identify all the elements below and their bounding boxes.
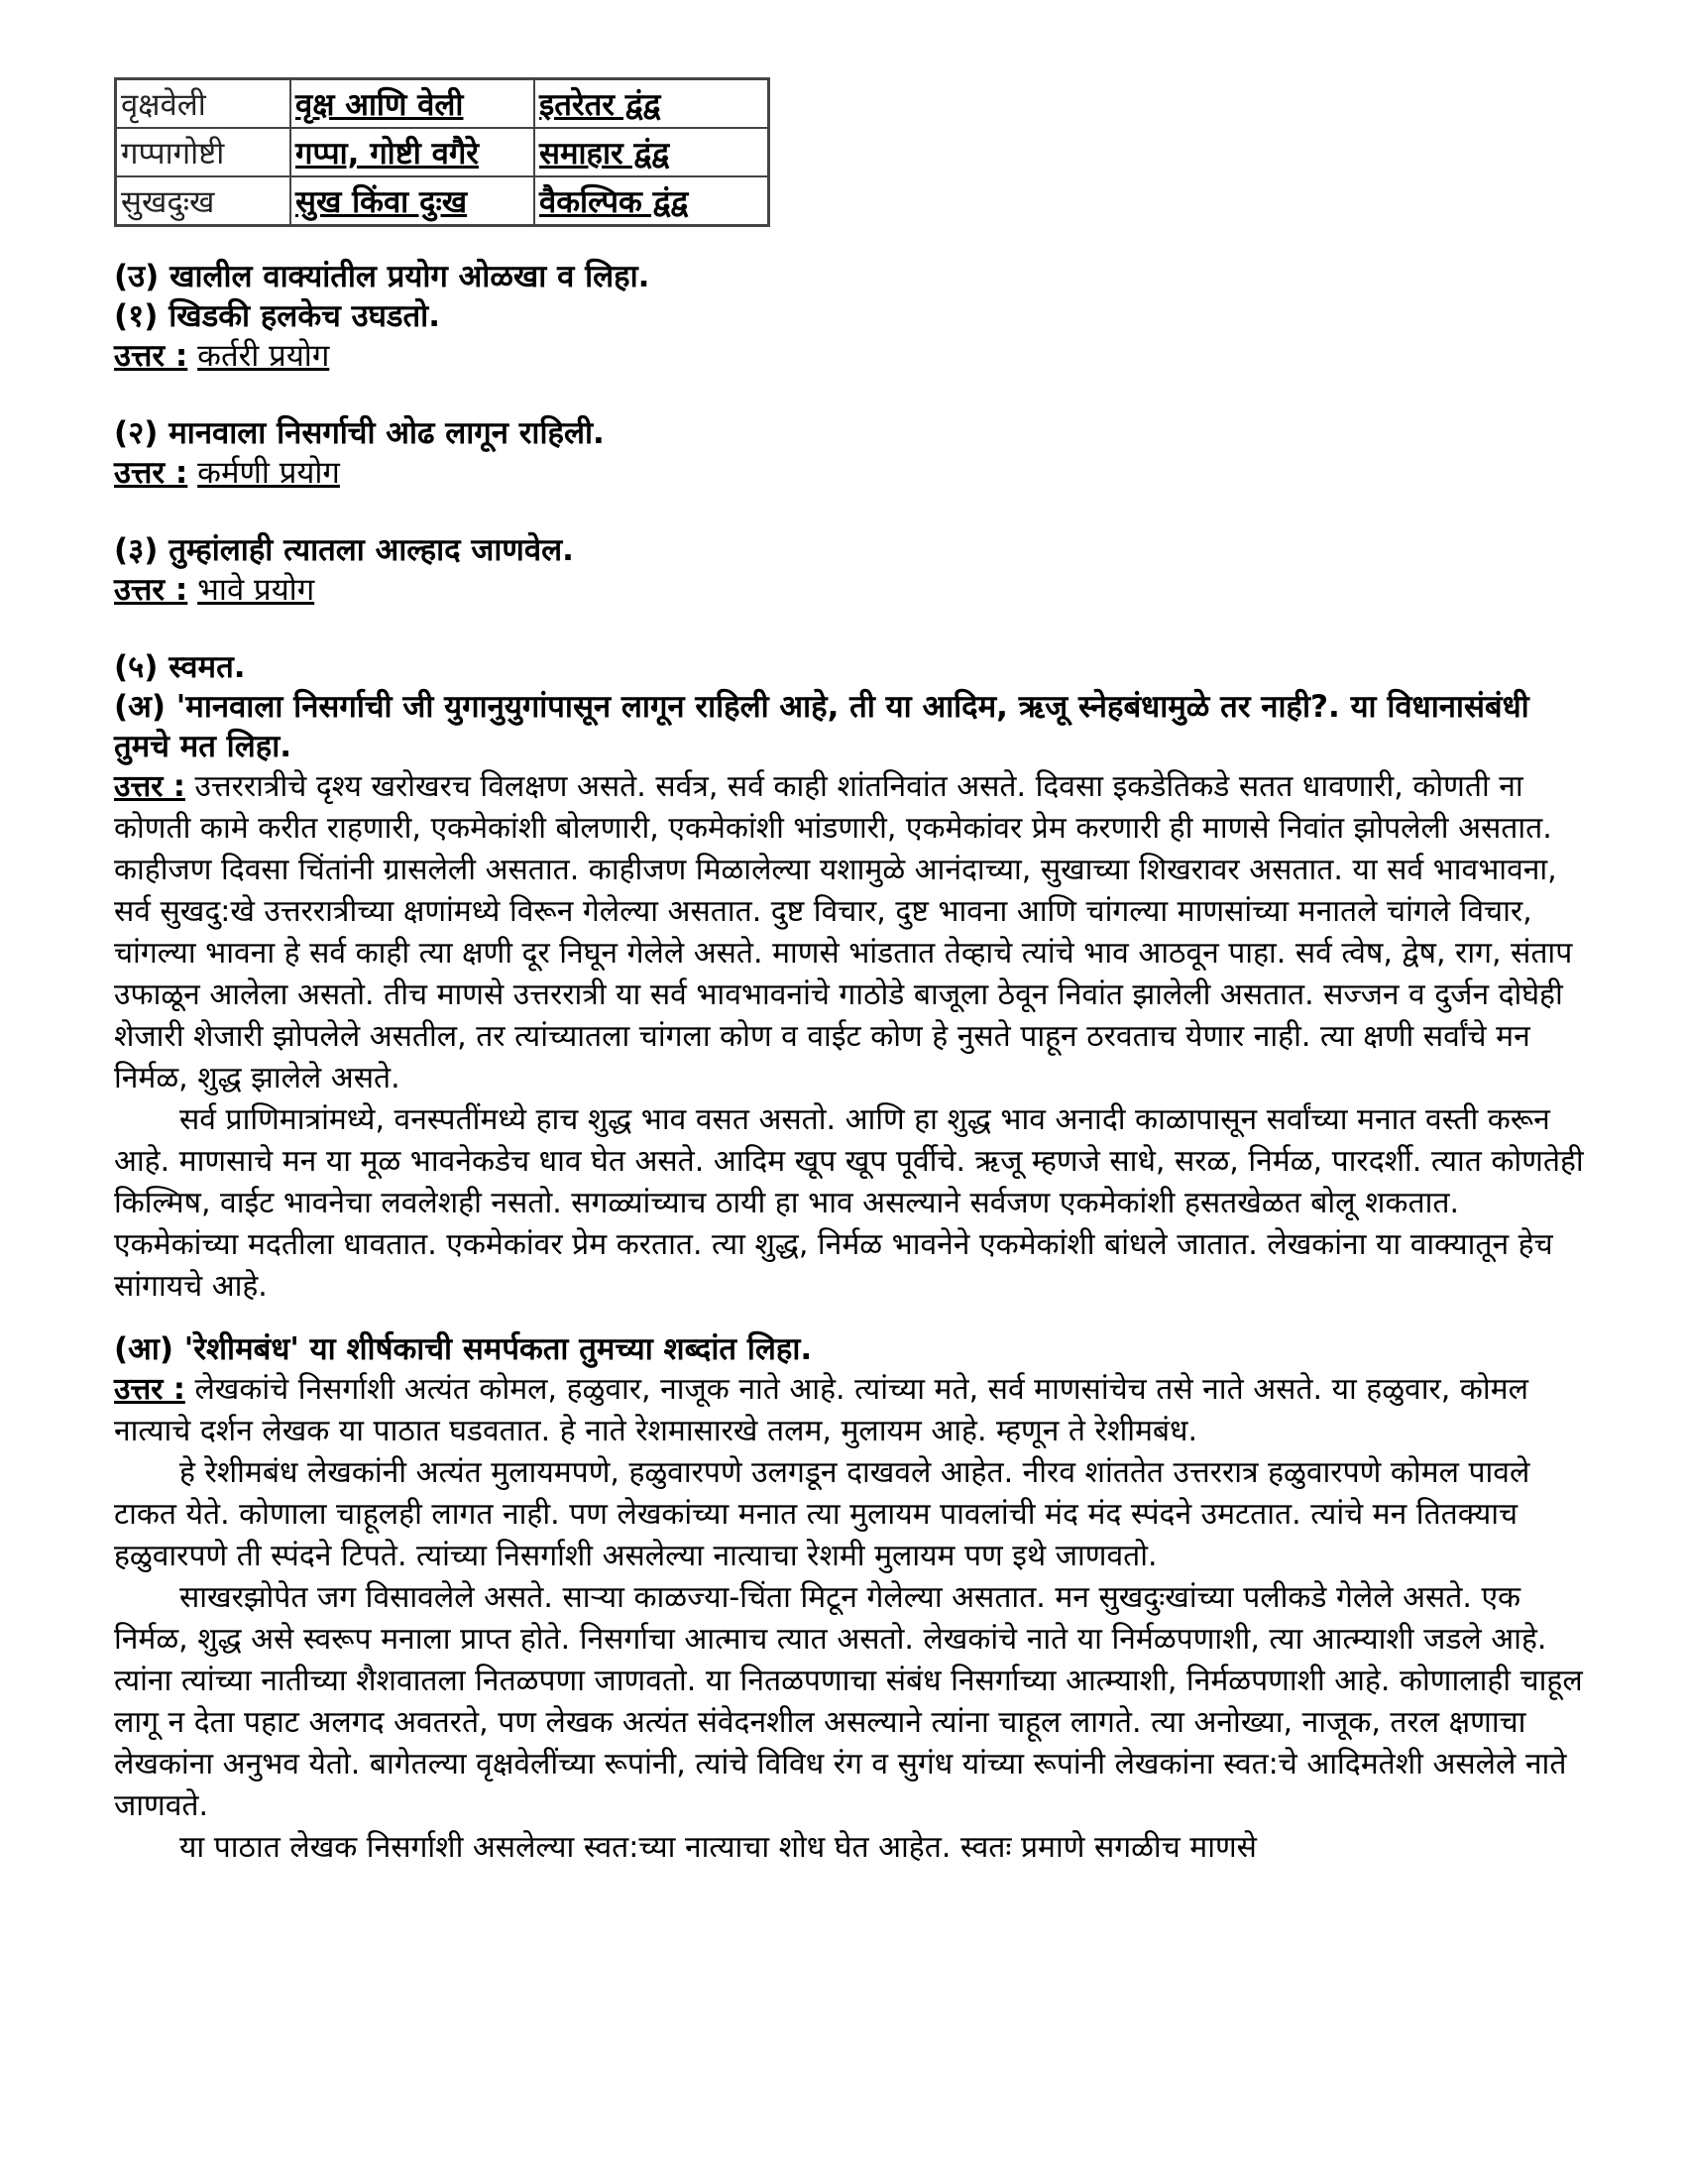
table-cell: वृक्षवेली xyxy=(116,79,291,129)
answer-text: उत्तररात्रीचे दृश्य खरोखरच विलक्षण असते. सर्वत्र, सर्व काही शांतनिवांत असते. दिवसा इकडेतिकडे सतत धावणारी, कोणती ना कोणती कामे करीत राहणारी, एकमेकांशी बोलणारी, एकमेकांशी भांडणारी, एकमेकांवर प्रेम करणारी ही माणसे निवांत झोपलेली असतात. काहीजण दिवसा चिंतांनी ग्रासलेली असतात. काहीजण मिळालेल्या यशामुळे आनंदाच्या, सुखाच्या शिखरावर असतात. या सर्व भावभावना, सर्व सुखदु:खे उत्तररात्रीच्या क्षणांमध्ये विरून गेलेल्या असतात. दुष्ट विचार, दुष्ट भावना आणि चांगल्या माणसांच्या मनातले चांगले विचार, चांगल्या भावना हे सर्व काही त्या क्षणी दूर निघून गेलेले असते. माणसे भांडतात तेव्हाचे त्यांचे भाव आठवून पाहा. सर्व त्वेष, द्वेष, राग, संताप उफाळून आलेला असतो. तीच माणसे उत्तररात्री या सर्व भावभावनांचे गाठोडे बाजूला ठेवून निवांत झालेली असतात. सज्जन व दुर्जन दोघेही शेजारी शेजारी झोपलेले असतील, तर त्यांच्यातला चांगला कोण व वाईट कोण हे नुसते पाहून ठरवताच येणार नाही. त्या क्षणी सर्वांचे मन निर्मळ, शुद्ध झालेले असते. xyxy=(114,769,1573,1095)
answer-paragraph: या पाठात लेखक निसर्गाशी असलेल्या स्वत:च्या नात्याचा शोध घेत आहेत. स्वतः प्रमाणे सगळीच माणसे xyxy=(179,1830,1257,1865)
question: (आ) 'रेशीमबंध' या शीर्षकाची समर्पकता तुमच्या शब्दांत लिहा. xyxy=(114,1331,813,1367)
section-heading: (५) स्वमत. xyxy=(114,649,246,685)
question: (२) मानवाला निसर्गाची ओढ लागून राहिली. xyxy=(114,415,605,451)
table-cell: समाहार द्वंद्व xyxy=(534,128,769,176)
question: (अ) 'मानवाला निसर्गाची जी युगानुयुगांपासून लागून राहिली आहे, ती या आदिम, ऋजू स्नेहबंधामुळे तर नाही?. या विधानासंबंधी तुमचे मत लिहा. xyxy=(114,689,1529,764)
answer-line xyxy=(114,570,1591,610)
answer-line xyxy=(114,336,1591,376)
answer-paragraph xyxy=(114,766,1591,1099)
answer-label: उत्तर : xyxy=(114,572,188,608)
section-heading: (उ) खालील वाक्यांतील प्रयोग ओळखा व लिहा. xyxy=(114,259,650,294)
table-row xyxy=(116,128,769,176)
answer-paragraph: सर्व प्राणिमात्रांमध्ये, वनस्पतींमध्ये हाच शुद्ध भाव वसत असतो. आणि हा शुद्ध भाव अनादी काळापासून सर्वांच्या मनात वस्ती करून आहे. माणसाचे मन या मूळ भावनेकडेच धाव घेत असते. आदिम खूप खूप पूर्वीचे. ऋजू म्हणजे साधे, सरळ, निर्मळ, पारदर्शी. त्यात कोणतेही किल्मिष, वाईट भावनेचा लवलेशही नसतो. सगळ्यांच्याच ठायी हा भाव असल्याने सर्वजण एकमेकांशी हसतखेळत बोलू शकतात. एकमेकांच्या मदतीला धावतात. एकमेकांवर प्रेम करतात. त्या शुद्ध, निर्मळ भावनेने एकमेकांशी बांधले जातात. लेखकांना या वाक्यातून हेच सांगायचे आहे. xyxy=(114,1102,1584,1304)
answer-text: लेखकांचे निसर्गाशी अत्यंत कोमल, हळुवार, नाजूक नाते आहे. त्यांच्या मते, सर्व माणसांचेच तसे नाते असते. या हळुवार, कोमल नात्याचे दर्शन लेखक या पाठात घडवतात. हे नाते रेशमासारखे तलम, मुलायम आहे. म्हणून ते रेशीमबंध. xyxy=(114,1372,1528,1448)
table-cell: इतरेतर द्वंद्व xyxy=(534,79,769,129)
answer-label: उत्तर : xyxy=(114,769,185,804)
answer-value: भावे प्रयोग xyxy=(197,572,315,608)
table-cell: गप्पागोष्टी xyxy=(116,128,291,176)
answer-paragraph: हे रेशीमबंध लेखकांनी अत्यंत मुलायमपणे, हळुवारपणे उलगडून दाखवले आहेत. नीरव शांततेत उत्तररात्र हळुवारपणे कोमल पावले टाकत येते. कोणाला चाहूलही लागत नाही. पण लेखकांच्या मनात त्या मुलायम पावलांची मंद मंद स्पंदने उमटतात. त्यांचे मन तितक्याच हळुवारपणे ती स्पंदने टिपते. त्यांच्या निसर्गाशी असलेल्या नात्याचा रेशमी मुलायम पण इथे जाणवतो. xyxy=(114,1455,1530,1573)
answer-line xyxy=(114,453,1591,493)
answer-label: उत्तर : xyxy=(114,338,188,374)
question: (३) तुम्हांलाही त्यातला आल्हाद जाणवेल. xyxy=(114,532,574,568)
table-row xyxy=(116,176,769,226)
table-cell: वृक्ष आणि वेली xyxy=(290,79,534,129)
compound-word-table xyxy=(114,77,770,227)
answer-label: उत्तर : xyxy=(114,1372,185,1407)
table-cell: गप्पा, गोष्टी वगैरे xyxy=(290,128,534,176)
answer-paragraph: साखरझोपेत जग विसावलेले असते. साऱ्या काळज्या-चिंता मिटून गेलेल्या असतात. मन सुखदुःखांच्या पलीकडे गेलेले असते. एक निर्मळ, शुद्ध असे स्वरूप मनाला प्राप्त होते. निसर्गाचा आत्माच त्यात असतो. लेखकांचे नाते या निर्मळपणाशी, त्या आत्म्याशी जडले आहे. त्यांना त्यांच्या नातीच्या शैशवातला नितळपणा जाणवतो. या नितळपणाचा संबंध निसर्गाच्या आत्म्याशी, निर्मळपणाशी आहे. कोणालाही चाहूल लागू न देता पहाट अलगद अवतरते, पण लेखक अत्यंत संवेदनशील असल्याने त्यांना चाहूल लागते. त्या अनोख्या, नाजूक, तरल क्षणाचा लेखकांना अनुभव येतो. बागेतल्या वृक्षवेलींच्या रूपांनी, त्यांचे विविध रंग व सुगंध यांच्या रूपांनी लेखकांना स्वत:चे आदिमतेशी असलेले नाते जाणवते. xyxy=(114,1580,1583,1823)
table-cell: सुखदुःख xyxy=(116,176,291,226)
answer-label: उत्तर : xyxy=(114,455,188,491)
document-page xyxy=(114,77,1591,1869)
answer-paragraph xyxy=(114,1369,1591,1452)
question: (१) खिडकी हलकेच उघडतो. xyxy=(114,298,440,334)
table-cell: सुख किंवा दुःख xyxy=(290,176,534,226)
answer-value: कर्तरी प्रयोग xyxy=(197,338,330,374)
table-row xyxy=(116,79,769,129)
answer-value: कर्मणी प्रयोग xyxy=(197,455,340,491)
table-cell: वैकल्पिक द्वंद्व xyxy=(534,176,769,226)
